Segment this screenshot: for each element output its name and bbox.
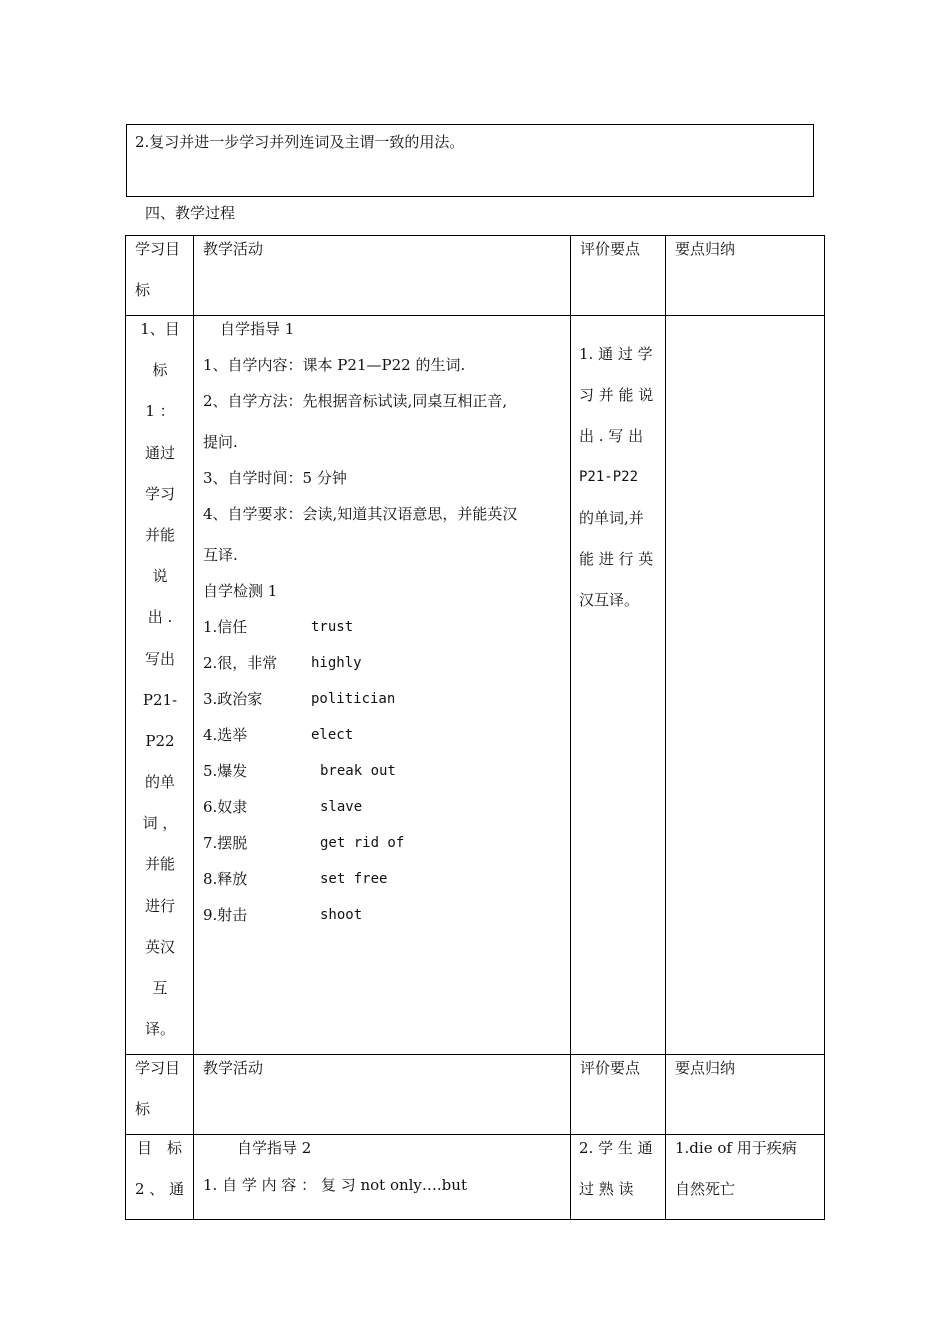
section-title: 四、教学过程	[145, 204, 236, 222]
objective-box	[126, 124, 814, 197]
goal-line: 学习	[144, 484, 175, 503]
vocab-en: highly	[311, 655, 362, 671]
goal-line: 并能	[144, 855, 175, 874]
goal-line: 通过	[144, 443, 175, 462]
table-border-top	[125, 235, 825, 236]
evaluation-line: 习 并 能 说	[579, 386, 654, 404]
table-border-bottom	[125, 1219, 825, 1220]
goal-line: 译。	[144, 1020, 175, 1039]
header-evaluation: 评价要点	[580, 240, 641, 258]
goal-line: P22	[145, 731, 175, 750]
table-row-divider	[125, 1054, 825, 1055]
header-goal-line2: 标	[135, 1100, 151, 1118]
header-activity: 教学活动	[203, 240, 264, 258]
check-1-title: 自学检测 1	[203, 582, 278, 600]
table-row-divider	[125, 315, 825, 316]
vocab-cn: 6.奴隶	[203, 798, 248, 816]
vocab-cn: 5.爆发	[203, 762, 248, 780]
table-border-left	[125, 235, 126, 1220]
guide-1-item: 4、自学要求：会读,知道其汉语意思，并能英汉	[203, 505, 518, 523]
vocab-cn: 1.信任	[203, 618, 248, 636]
vocab-en: trust	[311, 619, 354, 635]
guide-1-item: 2、自学方法：先根据音标试读,同桌互相正音,	[203, 392, 508, 410]
goal-line: 1 ：	[145, 402, 175, 421]
vocab-cn: 9.射击	[203, 906, 248, 924]
row2-evaluation-line: 2. 学 生 通	[579, 1139, 653, 1157]
goal-line: P21-	[142, 690, 178, 709]
table-border-right	[824, 235, 825, 1220]
guide-1-item: 1、自学内容：课本 P21—P22 的生词.	[203, 356, 466, 374]
header-activity: 教学活动	[203, 1059, 264, 1077]
header-goal-line2: 标	[135, 281, 151, 299]
guide-1-item: 互译.	[203, 546, 238, 564]
goal-line: 1、目	[140, 320, 180, 338]
evaluation-line: 出 . 写 出	[579, 427, 644, 445]
summary-line: 1.die of 用于疾病	[675, 1139, 797, 1157]
vocab-en: get rid of	[320, 835, 405, 851]
vocab-cn: 4.选举	[203, 726, 248, 744]
vocab-cn: 2.很，非常	[203, 654, 278, 672]
goal-line: 写出	[144, 649, 175, 668]
goal-line: 说	[152, 567, 168, 586]
table-col-divider	[193, 235, 194, 1220]
vocab-cn: 8.释放	[203, 870, 248, 888]
vocab-en: politician	[311, 691, 396, 707]
vocab-cn: 7.摆脱	[203, 834, 248, 852]
goal-line: 进行	[144, 896, 175, 915]
vocab-en: shoot	[320, 907, 363, 923]
row2-goal-line: 2 、 通	[135, 1180, 185, 1198]
table-col-divider	[665, 235, 666, 1220]
teaching-process-table	[125, 235, 825, 1220]
evaluation-line: P21-P22	[579, 469, 639, 485]
guide-1-item: 提问.	[203, 433, 238, 451]
guide-1-item: 3、自学时间：5 分钟	[203, 469, 347, 487]
vocab-en: break out	[320, 763, 396, 779]
row2-evaluation-line: 过 熟 读	[579, 1180, 634, 1198]
evaluation-line: 能 进 行 英	[579, 550, 654, 568]
goal-line: 并能	[144, 525, 175, 544]
goal-line: 的单	[144, 773, 175, 792]
vocab-en: set free	[320, 871, 388, 887]
header-summary: 要点归纳	[675, 240, 736, 258]
goal-line: 英汉	[144, 937, 175, 956]
row2-goal-line: 目 标	[137, 1139, 183, 1157]
header-evaluation: 评价要点	[580, 1059, 641, 1077]
row1-goal-text	[131, 319, 189, 1060]
table-col-divider	[570, 235, 571, 1220]
header-summary: 要点归纳	[675, 1059, 736, 1077]
guide-2-title: 自学指导 2	[237, 1139, 312, 1157]
vocab-en: elect	[311, 727, 354, 743]
goal-line: 互	[152, 979, 168, 997]
goal-line: 标	[152, 361, 168, 380]
summary-line: 自然死亡	[675, 1180, 736, 1198]
guide-2-line: 1. 自 学 内 容 ： 复 习 not only….but	[203, 1176, 467, 1194]
guide-1-title: 自学指导 1	[220, 320, 295, 338]
vocab-en: slave	[320, 799, 363, 815]
evaluation-line: 1. 通 过 学	[579, 345, 653, 363]
evaluation-line: 的单词,并	[579, 509, 644, 527]
objective-item-2: 2.复习并进一步学习并列连词及主谓一致的用法。	[135, 133, 465, 151]
header-goal-line1: 学习目	[135, 240, 181, 258]
evaluation-line: 汉互译。	[579, 591, 640, 609]
vocab-cn: 3.政治家	[203, 690, 263, 708]
table-row-divider	[125, 1134, 825, 1135]
goal-line: 词 ，	[142, 814, 178, 833]
goal-line: 出 .	[147, 608, 173, 627]
header-goal-line1: 学习目	[135, 1059, 181, 1077]
